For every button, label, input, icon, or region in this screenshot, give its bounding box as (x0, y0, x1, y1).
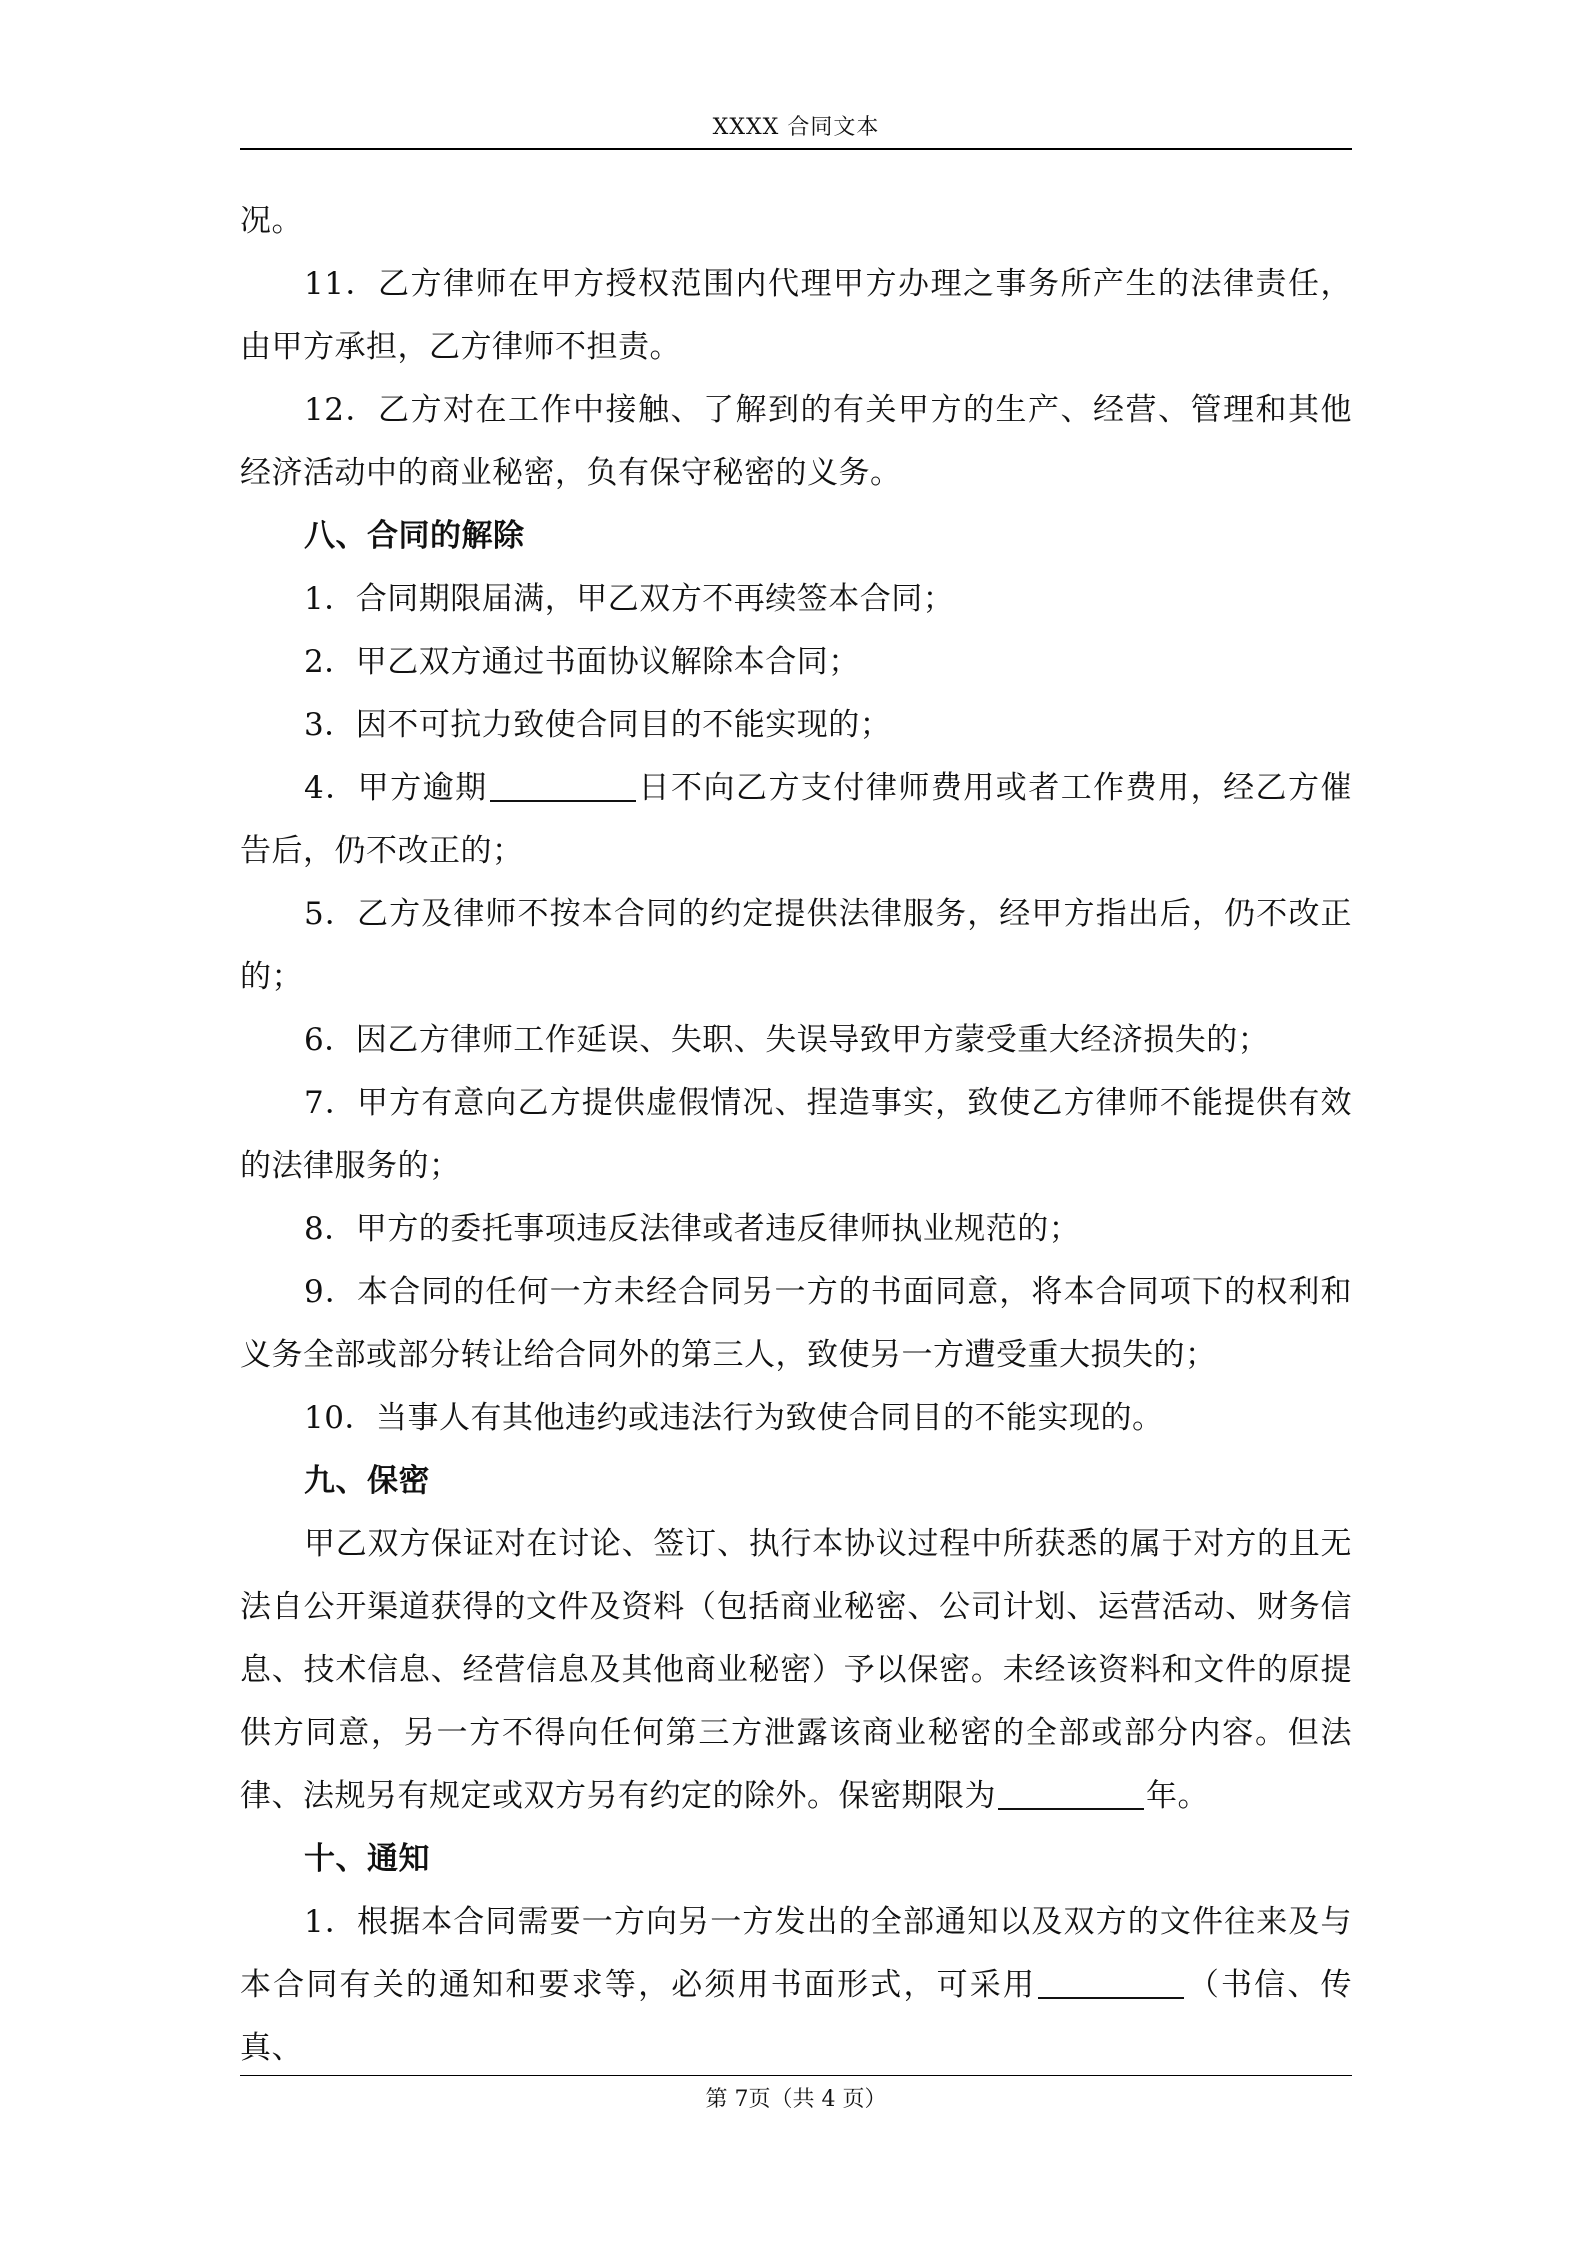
paragraph-text: 12．乙方对在工作中接触、了解到的有关甲方的生产、经营、管理和其他经济活动中的商业秘密，负有保守秘密的义务。 (240, 392, 1352, 491)
paragraph (240, 190, 1352, 253)
paragraph-text: 10．当事人有其他违约或违法行为致使合同目的不能实现的。 (304, 1400, 1164, 1436)
paragraph-text: 甲乙双方保证对在讨论、签订、执行本协议过程中所获悉的属于对方的且无法自公开渠道获得的文件及资料（包括商业秘密、公司计划、运营活动、财务信息、技术信息、经营信息及其他商业秘密）予以保密。未经该资料和文件的原提供方同意，另一方不得向任何第三方泄露该商业秘密的全部或部分内容。但法律、法规另有规定或双方另有约定的除外。保密期限为 (240, 1526, 1352, 1814)
paragraph (240, 883, 1352, 1009)
paragraph (240, 1198, 1352, 1261)
paragraph-text: 5．乙方及律师不按本合同的约定提供法律服务，经甲方指出后，仍不改正的； (240, 896, 1352, 995)
paragraph (240, 1009, 1352, 1072)
paragraph-text: 况。 (240, 203, 303, 239)
paragraph-text-after-blank: 日不向乙方支付律师费用或者工作费用，经乙方催告后，仍不改正的； (240, 770, 1352, 869)
paragraph-text: 9．本合同的任何一方未经合同另一方的书面同意，将本合同项下的权利和义务全部或部分转让给合同外的第三人，致使另一方遭受重大损失的； (240, 1274, 1352, 1373)
document-body (240, 190, 1352, 2080)
paragraph-text: 6．因乙方律师工作延误、失职、失误导致甲方蒙受重大经济损失的； (304, 1022, 1270, 1058)
paragraph (240, 631, 1352, 694)
paragraph (240, 253, 1352, 379)
paragraph (240, 1513, 1352, 1828)
section-heading-text: 九、保密 (304, 1463, 430, 1499)
paragraph (240, 1891, 1352, 2080)
section-heading-text: 十、通知 (304, 1841, 430, 1877)
section-heading-text: 八、合同的解除 (304, 518, 525, 554)
paragraph-text: 3．因不可抗力致使合同目的不能实现的； (304, 707, 892, 743)
paragraph-text-after-blank: （书信、传真、 (240, 1967, 1353, 2066)
page-footer (240, 2075, 1352, 2120)
page-header (240, 108, 1352, 150)
paragraph-text: 2．甲乙双方通过书面协议解除本合同； (304, 644, 860, 680)
section-heading (240, 1450, 1352, 1513)
fill-in-blank (998, 1778, 1144, 1810)
paragraph-text-after-blank: 年。 (1146, 1778, 1209, 1814)
paragraph-text: 1．根据本合同需要一方向另一方发出的全部通知以及双方的文件往来及与本合同有关的通知和要求等，必须用书面形式，可采用 (240, 1904, 1352, 2003)
paragraph-text: 8．甲方的委托事项违反法律或者违反律师执业规范的； (304, 1211, 1081, 1247)
fill-in-blank (490, 770, 636, 802)
page-number: 第 7页（共 4 页） (705, 2087, 887, 2112)
paragraph (240, 1387, 1352, 1450)
paragraph (240, 1072, 1352, 1198)
section-heading (240, 505, 1352, 568)
paragraph-text: 1．合同期限届满，甲乙双方不再续签本合同； (304, 581, 955, 617)
paragraph-text: 7．甲方有意向乙方提供虚假情况、捏造事实，致使乙方律师不能提供有效的法律服务的； (240, 1085, 1352, 1184)
fill-in-blank (1038, 1967, 1184, 1999)
paragraph (240, 1261, 1352, 1387)
paragraph-text: 4．甲方逾期 (304, 770, 488, 806)
paragraph-text: 11．乙方律师在甲方授权范围内代理甲方办理之事务所产生的法律责任，由甲方承担，乙方律师不担责。 (240, 266, 1352, 365)
paragraph (240, 757, 1352, 883)
paragraph (240, 379, 1352, 505)
section-heading (240, 1828, 1352, 1891)
header-title: XXXX 合同文本 (712, 115, 880, 140)
paragraph (240, 694, 1352, 757)
paragraph (240, 568, 1352, 631)
